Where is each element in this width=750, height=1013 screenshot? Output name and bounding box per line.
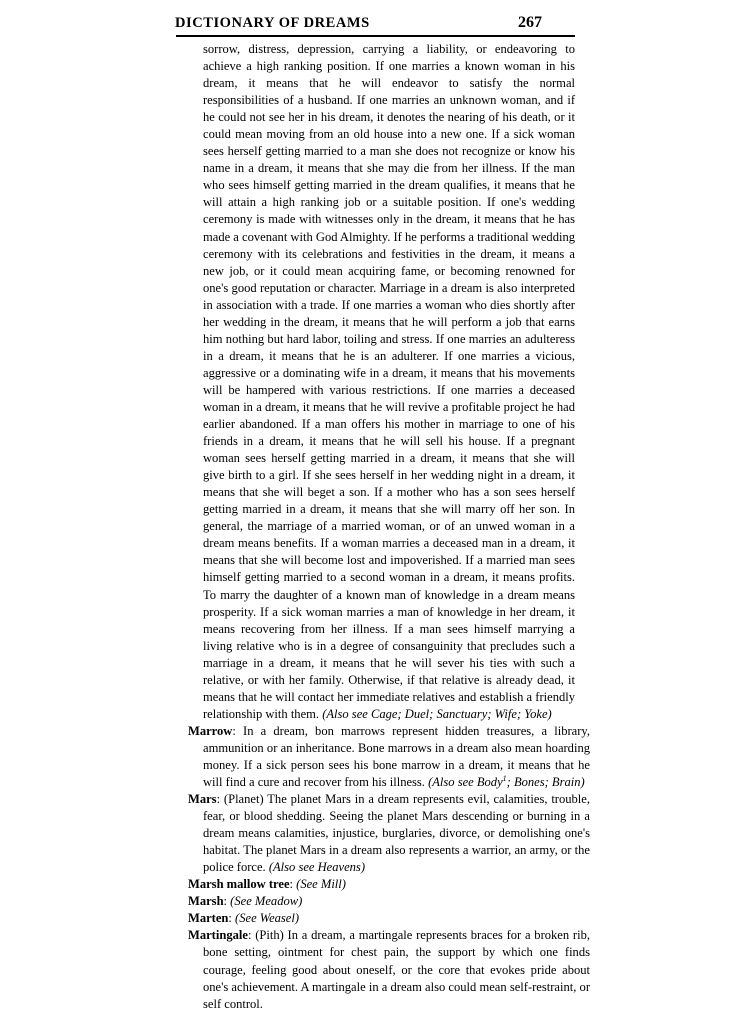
- entry-crossref-marrow-post: ; Bones; Brain): [506, 775, 585, 790]
- entry-headword-marten: Marten: [188, 911, 229, 926]
- entry-crossref-marsh: (See Meadow): [230, 894, 303, 909]
- entry-marsh-mallow-tree: [188, 876, 590, 893]
- entry-text-marrow: : In a dream, bon marrows represent hidden treasures, a library, ammunition or an inheritance. Bone marrows in a dream also mean hoarding money. If a sick person sees his bone marrow in a dream, it means that he will find a cure and recover from his illness.: [203, 723, 590, 790]
- continued-paragraph: [203, 41, 575, 723]
- entry-crossref-marten: (See Weasel): [235, 911, 300, 926]
- entry-text-marten: :: [228, 911, 236, 926]
- entry-text-mars: : (Planet) The planet Mars in a dream represents evil, calamities, trouble, fear, or blood shedding. Seeing the planet Mars descending or burning in a dream means calamities, injustice, burglaries, divorce, or demolishing one's habitat. The planet Mars in a dream also represents a warrior, an army, or the police force.: [203, 792, 590, 875]
- footnote-marker-body: 1: [502, 773, 507, 783]
- entry-crossref-marrow-pre: (Also see Body: [428, 775, 503, 790]
- header-rule: [176, 35, 575, 37]
- running-head: [175, 14, 575, 36]
- text-column: [188, 41, 590, 1013]
- entry-marrow: [188, 723, 590, 791]
- entry-text-martingale: : (Pith) In a dream, a martingale represents braces for a broken rib, bone setting, ointment for chest pain, the support by which one finds courage, feeling good about oneself, or the core that evokes pride about one's achievement. A martingale in a dream also could mean self-restraint, or self control.: [203, 928, 590, 1011]
- entry-text-marsh: :: [223, 894, 231, 909]
- entry-marsh: [188, 893, 590, 910]
- entry-martingale: [188, 927, 590, 1012]
- entry-headword-marsh-mallow-tree: Marsh mallow tree: [188, 877, 290, 892]
- entry-headword-martingale: Martingale: [188, 928, 248, 943]
- entry-headword-mars: Mars: [188, 792, 217, 807]
- entry-mars: [188, 791, 590, 876]
- continued-paragraph-crossref: (Also see Cage; Duel; Sanctuary; Wife; Yoke): [322, 706, 552, 721]
- entry-text-marsh-mallow-tree: :: [289, 877, 297, 892]
- entry-headword-marsh: Marsh: [188, 894, 224, 909]
- entry-headword-marrow: Marrow: [188, 723, 233, 738]
- continued-paragraph-text: sorrow, distress, depression, carrying a liability, or endeavoring to achieve a high ranking position. If one marries a known woman in his dream, it means that he will endeavor to satisfy the normal responsibilities of a husband. If one marries an unknown woman, and if he could not see her in his dream, it denotes the nearing of his death, or it could mean moving from an old house into a new one. If a sick woman sees herself getting married to a man she does not recognize or know his name in a dream, it means that she may die from her illness. If the man who sees himself getting married in the dream qualifies, it means that he will attain a high ranking job or a suitable position. If one's wedding ceremony is made with witnesses only in the dream, it means that he has made a covenant with God Almighty. If he performs a traditional wedding ceremony with its celebrations and festivities in the dream, it means a new job, or it could mean acquiring fame, or becoming renowned for one's good reputation or character. Marriage in a dream is also interpreted in association with a trade. If one marries a woman who dies shortly after her wedding in the dream, it means that he will perform a job that earns him nothing but hard labor, toiling and stress. If one marries an adulteress in a dream, it means that he is an adulterer. If one marries a vicious, aggressive or a dominating wife in a dream, it means that his movements will be hampered with various restrictions. If one marries a deceased woman in a dream, it means that he will revive a profitable project he had earlier abandoned. If a man offers his mother in marriage to one of his friends in a dream, it means that he will sell his house. If a pregnant woman sees herself getting married in a dream, it means that she will give birth to a girl. If she sees herself in her wedding night in a dream, it means that she will beget a son. If a mother who has a son sees herself getting married in a dream, it means that she will marry off her son. In general, the marriage of a married woman, or of an unwed woman in a dream means benefits. If a woman marries a deceased man in a dream, it means that she will become lost and impoverished. If a married man sees himself getting married to a second woman in a dream, it means profits. To marry the daughter of a known man of knowledge in a dream means prosperity. If a sick woman marries a man of knowledge in her dream, it means recovering from her illness. If a man sees himself marrying a living relative who is in a degree of consanguinity that precludes such a marriage in a dream, it means that he will sever his ties with such a relative, or with her family. Otherwise, if that relative is already dead, it means that he will contact her immediate relatives and establish a friendly relationship with them.: [203, 42, 576, 721]
- entry-marten: [188, 910, 590, 927]
- page-folio-number: 267: [518, 14, 542, 31]
- entry-crossref-marsh-mallow-tree: (See Mill): [296, 877, 346, 892]
- entry-crossref-mars: (Also see Heavens): [268, 860, 365, 875]
- running-head-title: DICTIONARY OF DREAMS: [175, 15, 370, 31]
